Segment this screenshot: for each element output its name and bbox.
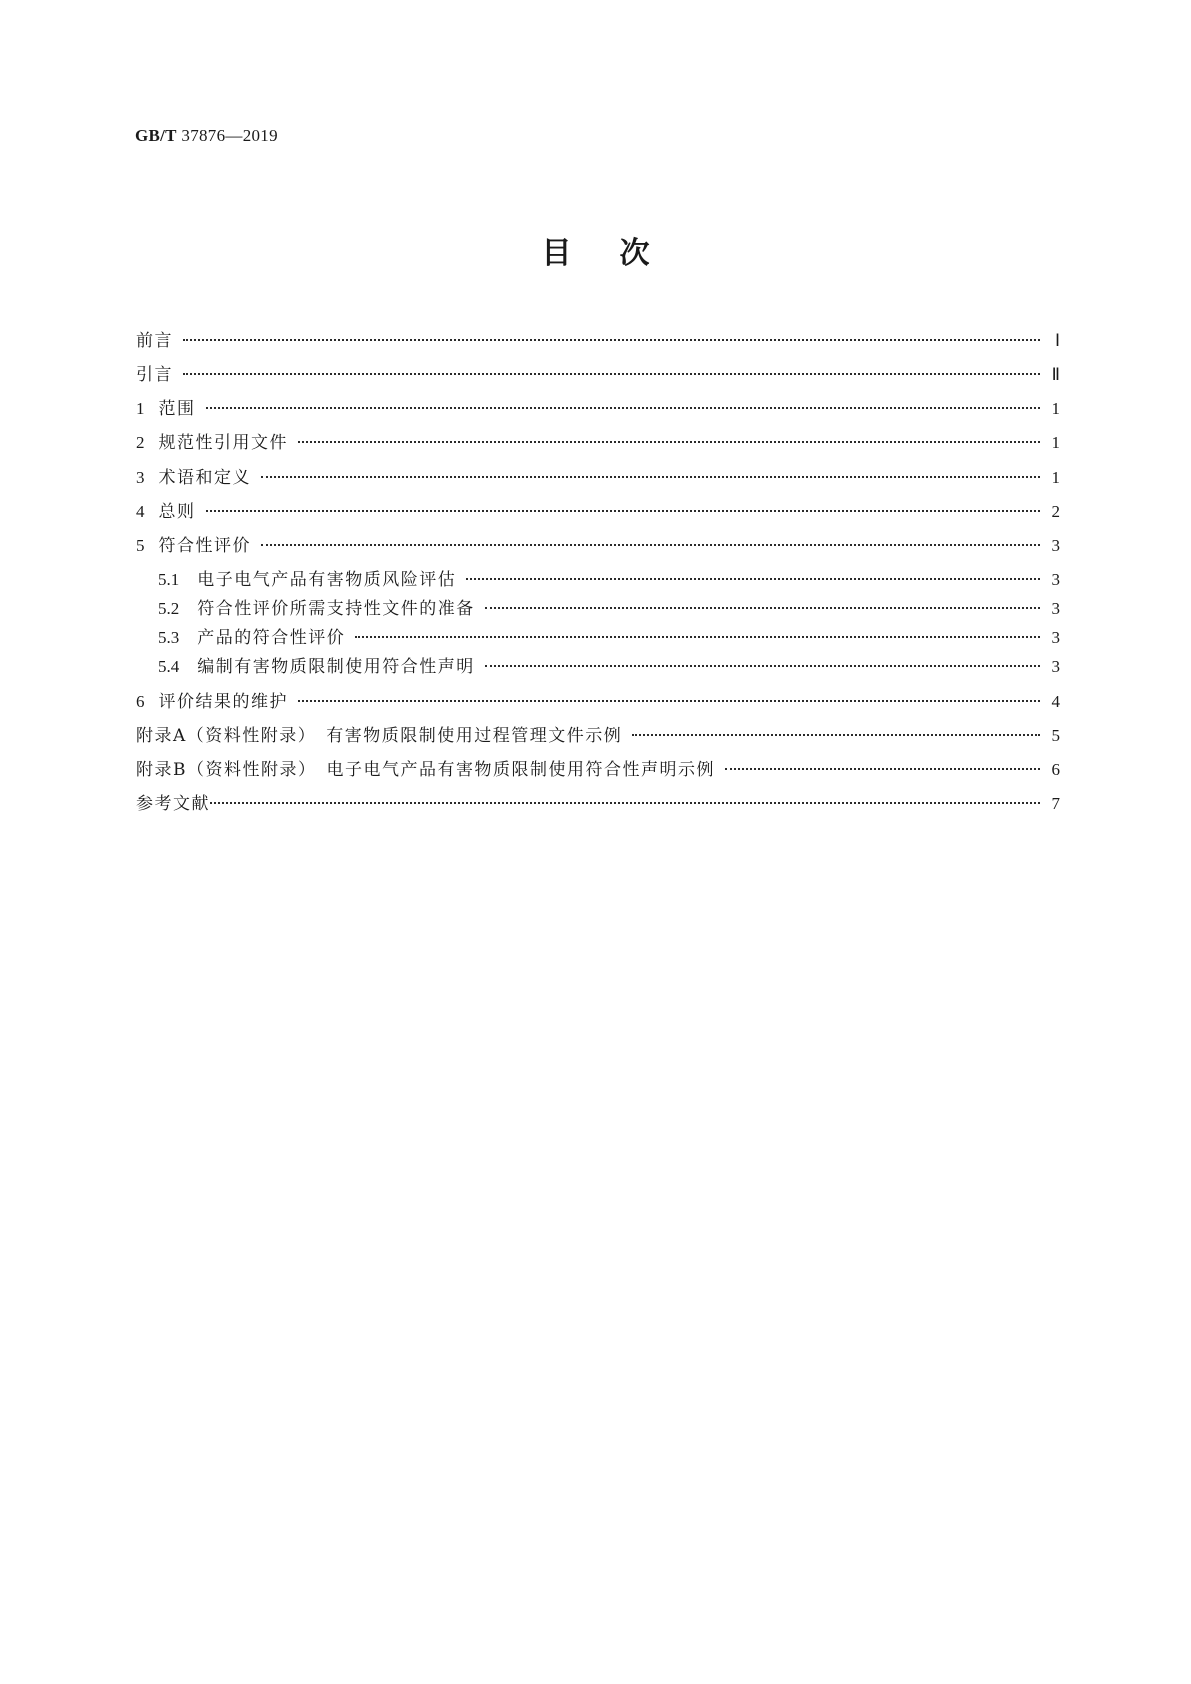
toc-entry[interactable] [136, 652, 1060, 677]
toc-entry-label: 符合性评价 [158, 536, 251, 556]
toc-dot-leader [298, 432, 1040, 449]
toc-entry-label: 参考文献 [136, 794, 210, 814]
standard-number: 37876—2019 [181, 126, 278, 145]
toc-entry-page: 1 [1051, 433, 1060, 452]
toc-dot-leader [206, 398, 1041, 415]
toc-entry-number: 5.3 [158, 628, 180, 647]
toc-dot-leader [355, 627, 1040, 644]
toc-dot-leader [485, 656, 1040, 673]
toc-entry[interactable] [136, 721, 1060, 746]
toc-entry-label: 术语和定义 [158, 468, 251, 488]
toc-entry-number: 1 [136, 399, 145, 418]
toc-entry[interactable] [136, 565, 1060, 590]
toc-entry-page: 4 [1051, 692, 1060, 711]
toc-entry[interactable] [136, 687, 1060, 712]
toc-dot-leader [183, 330, 1040, 347]
toc-entry[interactable] [136, 326, 1060, 351]
toc-entry[interactable] [136, 497, 1060, 522]
toc-entry-page: 3 [1051, 599, 1060, 618]
toc-entry-page: 3 [1051, 570, 1060, 589]
toc-entry-page: 1 [1051, 399, 1060, 418]
toc-dot-leader [261, 467, 1040, 484]
toc-dot-leader [466, 569, 1040, 586]
toc-entry[interactable] [136, 594, 1060, 619]
toc-entry[interactable] [136, 789, 1060, 814]
toc-entry[interactable] [136, 463, 1060, 488]
toc-entry-label: 编制有害物质限制使用符合性声明 [197, 657, 475, 677]
toc-entry-label: 规范性引用文件 [158, 433, 288, 453]
toc-dot-leader [183, 364, 1040, 381]
toc-entry-number: 5.4 [158, 657, 180, 676]
toc-dot-leader [298, 691, 1040, 708]
toc-entry-label: 附录A（资料性附录） 有害物质限制使用过程管理文件示例 [136, 726, 623, 746]
toc-entry-page: 6 [1051, 760, 1060, 779]
toc-entry-label: 电子电气产品有害物质风险评估 [197, 570, 457, 590]
toc-entry[interactable] [136, 531, 1060, 556]
toc-entry-label: 引言 [136, 365, 173, 385]
standard-code [135, 126, 278, 146]
toc-entry-number: 5.1 [158, 570, 180, 589]
toc-entry[interactable] [136, 755, 1060, 780]
toc-entry[interactable] [136, 623, 1060, 648]
toc-dot-leader [206, 501, 1041, 518]
toc-entry[interactable] [136, 428, 1060, 453]
toc-entry-label: 前言 [136, 331, 173, 351]
toc-entry-number: 5 [136, 536, 145, 555]
toc-entry-page: 2 [1051, 502, 1060, 521]
toc-dot-leader [210, 793, 1040, 810]
toc-entry-page: 5 [1051, 726, 1060, 745]
toc-entry-page: 3 [1051, 628, 1060, 647]
toc-entry-label: 范围 [158, 399, 196, 419]
toc-dot-leader [632, 725, 1040, 742]
toc-entry-page: 7 [1051, 794, 1060, 813]
toc-entry-label: 评价结果的维护 [158, 692, 288, 712]
toc-entry-page: Ⅱ [1051, 365, 1060, 384]
toc-dot-leader [725, 759, 1040, 776]
toc-entry-page: Ⅰ [1054, 331, 1060, 350]
toc-entry-page: 3 [1051, 536, 1060, 555]
toc-entry-label: 总则 [158, 502, 196, 522]
toc-entry-number: 5.2 [158, 599, 180, 618]
toc-dot-leader [485, 598, 1040, 615]
toc-entry-label: 附录B（资料性附录） 电子电气产品有害物质限制使用符合性声明示例 [136, 760, 715, 780]
toc-entry-number: 4 [136, 502, 145, 521]
toc-entry[interactable] [136, 394, 1060, 419]
toc-entry-number: 6 [136, 692, 145, 711]
toc-entry-number: 2 [136, 433, 145, 452]
toc-entry-label: 符合性评价所需支持性文件的准备 [197, 599, 475, 619]
toc-entry-page: 1 [1051, 468, 1060, 487]
toc-dot-leader [261, 535, 1040, 552]
toc-entry-page: 3 [1051, 657, 1060, 676]
standard-prefix: GB/T [135, 126, 177, 145]
page-title: 目次 [541, 236, 698, 271]
toc-entry[interactable] [136, 360, 1060, 385]
toc-entry-number: 3 [136, 468, 145, 487]
toc-entry-label: 产品的符合性评价 [197, 628, 346, 648]
